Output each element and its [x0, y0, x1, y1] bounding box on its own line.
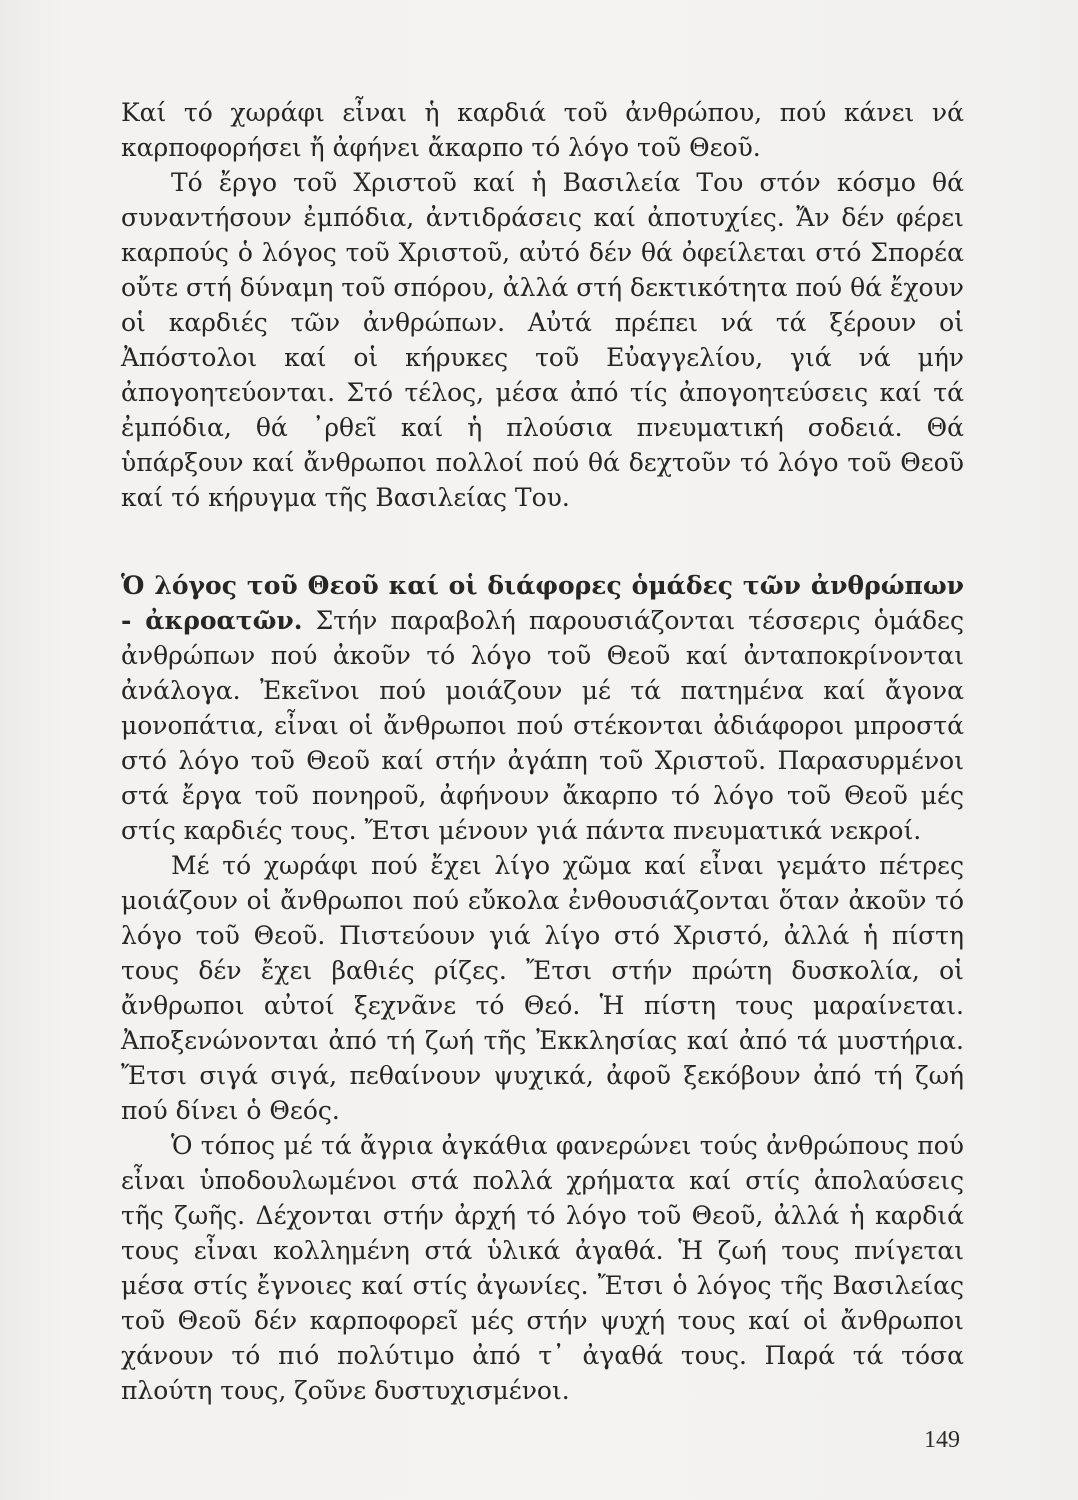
paragraph: Καί τό χωράφι εἶναι ἡ καρδιά τοῦ ἀνθρώπου, πού κάνει νά καρποφορήσει ἤ ἀφήνει ἄκαρπο τό λόγο τοῦ Θεοῦ. [121, 98, 964, 162]
section-paragraph [121, 568, 964, 848]
paragraph-text: Στήν παραβολή παρουσιάζονται τέσσερις ὁμάδες ἀνθρώπων πού ἀκοῦν τό λόγο τοῦ Θεοῦ καί ἀνταποκρίνονται ἀνάλογα. Ἐκεῖνοι πού μοιάζουν μέ τά πατημένα καί ἄγονα μονοπάτια, εἶναι οἱ ἄνθρωποι πού στέκονται ἀδιάφοροι μπροστά στό λόγο τοῦ Θεοῦ καί στήν ἀγάπη τοῦ Χριστοῦ. Παρασυρμένοι στά ἔργα τοῦ πονηροῦ, ἀφήνουν ἄκαρπο τό λόγο τοῦ Θεοῦ μές στίς καρδιές τους. Ἔτσι μένουν γιά πάντα πνευματικά νεκροί. [121, 606, 964, 845]
section-gap [121, 515, 964, 568]
page-number: 149 [924, 1427, 960, 1453]
body-text [121, 95, 964, 1408]
section-heading: Ὁ λόγος τοῦ Θεοῦ καί οἱ διάφορες ὁμάδες τῶν ἀνθρώπων - ἀκροατῶν. [121, 571, 964, 635]
paragraph: Τό ἔργο τοῦ Χριστοῦ καί ἡ Βασιλεία Του στόν κόσμο θά συναντήσουν ἐμπόδια, ἀντιδράσεις καί ἀποτυχίες. Ἄν δέν φέρει καρπούς ὁ λόγος τοῦ Χριστοῦ, αὐτό δέν θά ὀφείλεται στό Σπορέα οὔτε στή δύναμη τοῦ σπόρου, ἀλλά στή δεκτικότητα πού θά ἔχουν οἱ καρδιές τῶν ἀνθρώπων. Αὐτά πρέπει νά τά ξέρουν οἱ Ἀπόστολοι καί οἱ κήρυκες τοῦ Εὐαγγελίου, γιά νά μήν ἀπογοητεύονται. Στό τέλος, μέσα ἀπό τίς ἀπογοητεύσεις καί τά ἐμπόδια, θά ᾽ρθεῖ καί ἡ πλούσια πνευματική σοδειά. Θά ὑπάρξουν καί ἄνθρωποι πολλοί πού θά δεχτοῦν τό λόγο τοῦ Θεοῦ καί τό κήρυγμα τῆς Βασιλείας Του. [121, 168, 964, 512]
paragraph: Ὁ τόπος μέ τά ἄγρια ἀγκάθια φανερώνει τούς ἀνθρώπους πού εἶναι ὑποδουλωμένοι στά πολλά χρήματα καί στίς ἀπολαύσεις τῆς ζωῆς. Δέχονται στήν ἀρχή τό λόγο τοῦ Θεοῦ, ἀλλά ἡ καρδιά τους εἶναι κολλημένη στά ὑλικά ἀγαθά. Ἡ ζωή τους πνίγεται μέσα στίς ἔγνοιες καί στίς ἀγωνίες. Ἔτσι ὁ λόγος τῆς Βασιλείας τοῦ Θεοῦ δέν καρποφορεῖ μές στήν ψυχή τους καί οἱ ἄνθρωποι χάνουν τό πιό πολύτιμο ἀπό τ᾽ ἀγαθά τους. Παρά τά τόσα πλούτη τους, ζοῦνε δυστυχισμένοι. [121, 1131, 964, 1405]
paragraph: Μέ τό χωράφι πού ἔχει λίγο χῶμα καί εἶναι γεμάτο πέτρες μοιάζουν οἱ ἄνθρωποι πού εὔκολα ἐνθουσιάζονται ὅταν ἀκοῦν τό λόγο τοῦ Θεοῦ. Πιστεύουν γιά λίγο στό Χριστό, ἀλλά ἡ πίστη τους δέν ἔχει βαθιές ρίζες. Ἔτσι στήν πρώτη δυσκολία, οἱ ἄνθρωποι αὐτοί ξεχνᾶνε τό Θεό. Ἡ πίστη τους μαραίνεται. Ἀποξενώνονται ἀπό τή ζωή τῆς Ἐκκλησίας καί ἀπό τά μυστήρια. Ἔτσι σιγά σιγά, πεθαίνουν ψυχικά, ἀφοῦ ξεκόβουν ἀπό τή ζωή πού δίνει ὁ Θεός. [121, 851, 964, 1125]
